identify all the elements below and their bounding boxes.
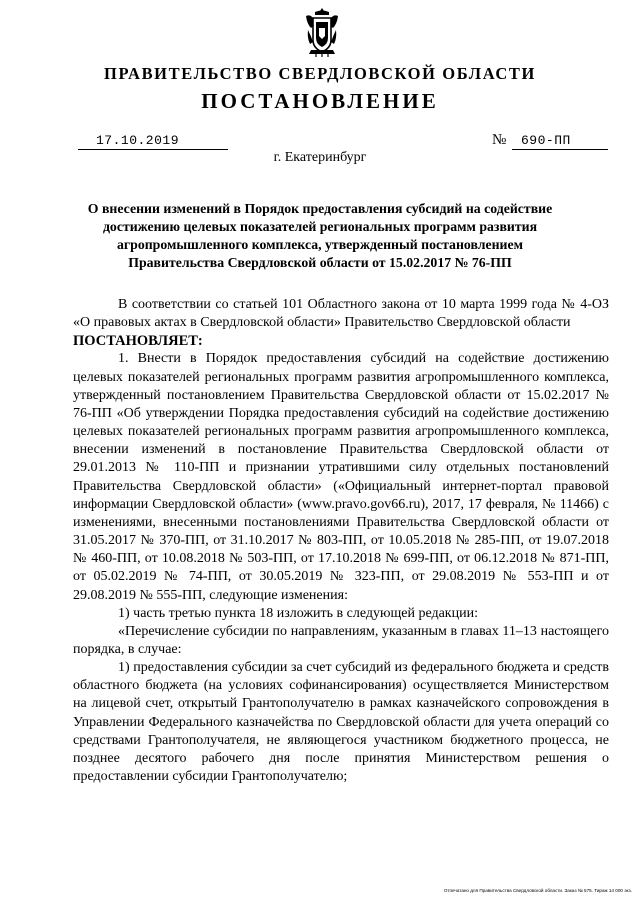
quote-paragraph: «Перечисление субсидии по направлениям, указанным в главах 11–13 настоящего порядка, в случае: (73, 623, 609, 657)
decree-date: 17.10.2019 (96, 133, 180, 148)
number-sign: № (492, 132, 507, 148)
document-type: ПОСТАНОВЛЕНИЕ (201, 89, 439, 113)
decides-heading: ПОСТАНОВЛЯЕТ: (73, 333, 203, 350)
document-title: О внесении изменений в Порядок предоставления субсидий на содействие достижению целевых показателей региональных программ развития агропромышленного комплекса, утвержденный постановлением Правительства Свердловской области от 15.02.2017 № 76-ПП (87, 201, 553, 270)
government-name: ПРАВИТЕЛЬСТВО СВЕРДЛОВСКОЙ ОБЛАСТИ (104, 64, 536, 83)
city: г. Екатеринбург (273, 150, 367, 165)
coat-of-arms-icon (302, 6, 342, 58)
subitem-1-paragraph: 1) часть третью пункта 18 изложить в следующей редакции: (118, 605, 478, 621)
item-1-paragraph: 1. Внести в Порядок предоставления субсидий на содействие достижению целевых показателей региональных программ развития агропромышленного комплекса, утвержденный постановлением Правительства Свердловской области от 15.02.2017 № 76-ПП «Об утверждении Порядка предоставления субсидий на содействие достижению целевых показателей региональных программ развития агропромышленного комплекса, внесении изменений в постановление Правительства Свердловской области от 29.01.2013 № 110-ПП и признании утратившими силу отдельных постановлений Правительства Свердловской области» («Официальный интернет-портал правовой информации Свердловской области» (www.pravo.gov66.ru), 2017, 17 февраля, № 11466) с изменениями, внесенными постановлениями Правительства Свердловской области от 31.05.2017 № 370-ПП, от 31.10.2017 № 803-ПП, от 10.05.2018 № 285-ПП, от 19.07.2018 № 460-ПП, от 10.08.2018 № 503-ПП, от 17.10.2018 № 699-ПП, от 06.12.2018 № 871-ПП, от 05.02.2019 № 74-ПП, от 30.05.2019 № 323-ПП, от 29.08.2019 № 553-ПП и от 29.08.2019 № 555-ПП, следующие изменения: (73, 351, 609, 603)
decree-number: 690-ПП (521, 133, 571, 148)
preamble-paragraph: В соответствии со статьей 101 Областного закона от 10 марта 1999 года № 4-ОЗ «О правовых актах в Свердловской области» Правительство Свердловской области (73, 297, 609, 331)
quote-item-1-paragraph: 1) предоставления субсидии за счет субсидий из федерального бюджета и средств областного бюджета (на условиях софинансирования) осуществляется Министерством на лицевой счет, открытый Грантополучателю в рамках казначейского сопровождения в Управлении Федерального казначейства по Свердловской области для учета операций со средствами Грантополучателя, не являющегося участником бюджетного процесса, не позднее десятого рабочего дня после принятия Министерством решения о предоставлении субсидии Грантополучателю; (73, 660, 609, 785)
document-body (73, 296, 609, 786)
print-footer: Отпечатано для Правительства Свердловской области. Заказ № 575. Тираж 14 000 экз. (443, 888, 632, 893)
